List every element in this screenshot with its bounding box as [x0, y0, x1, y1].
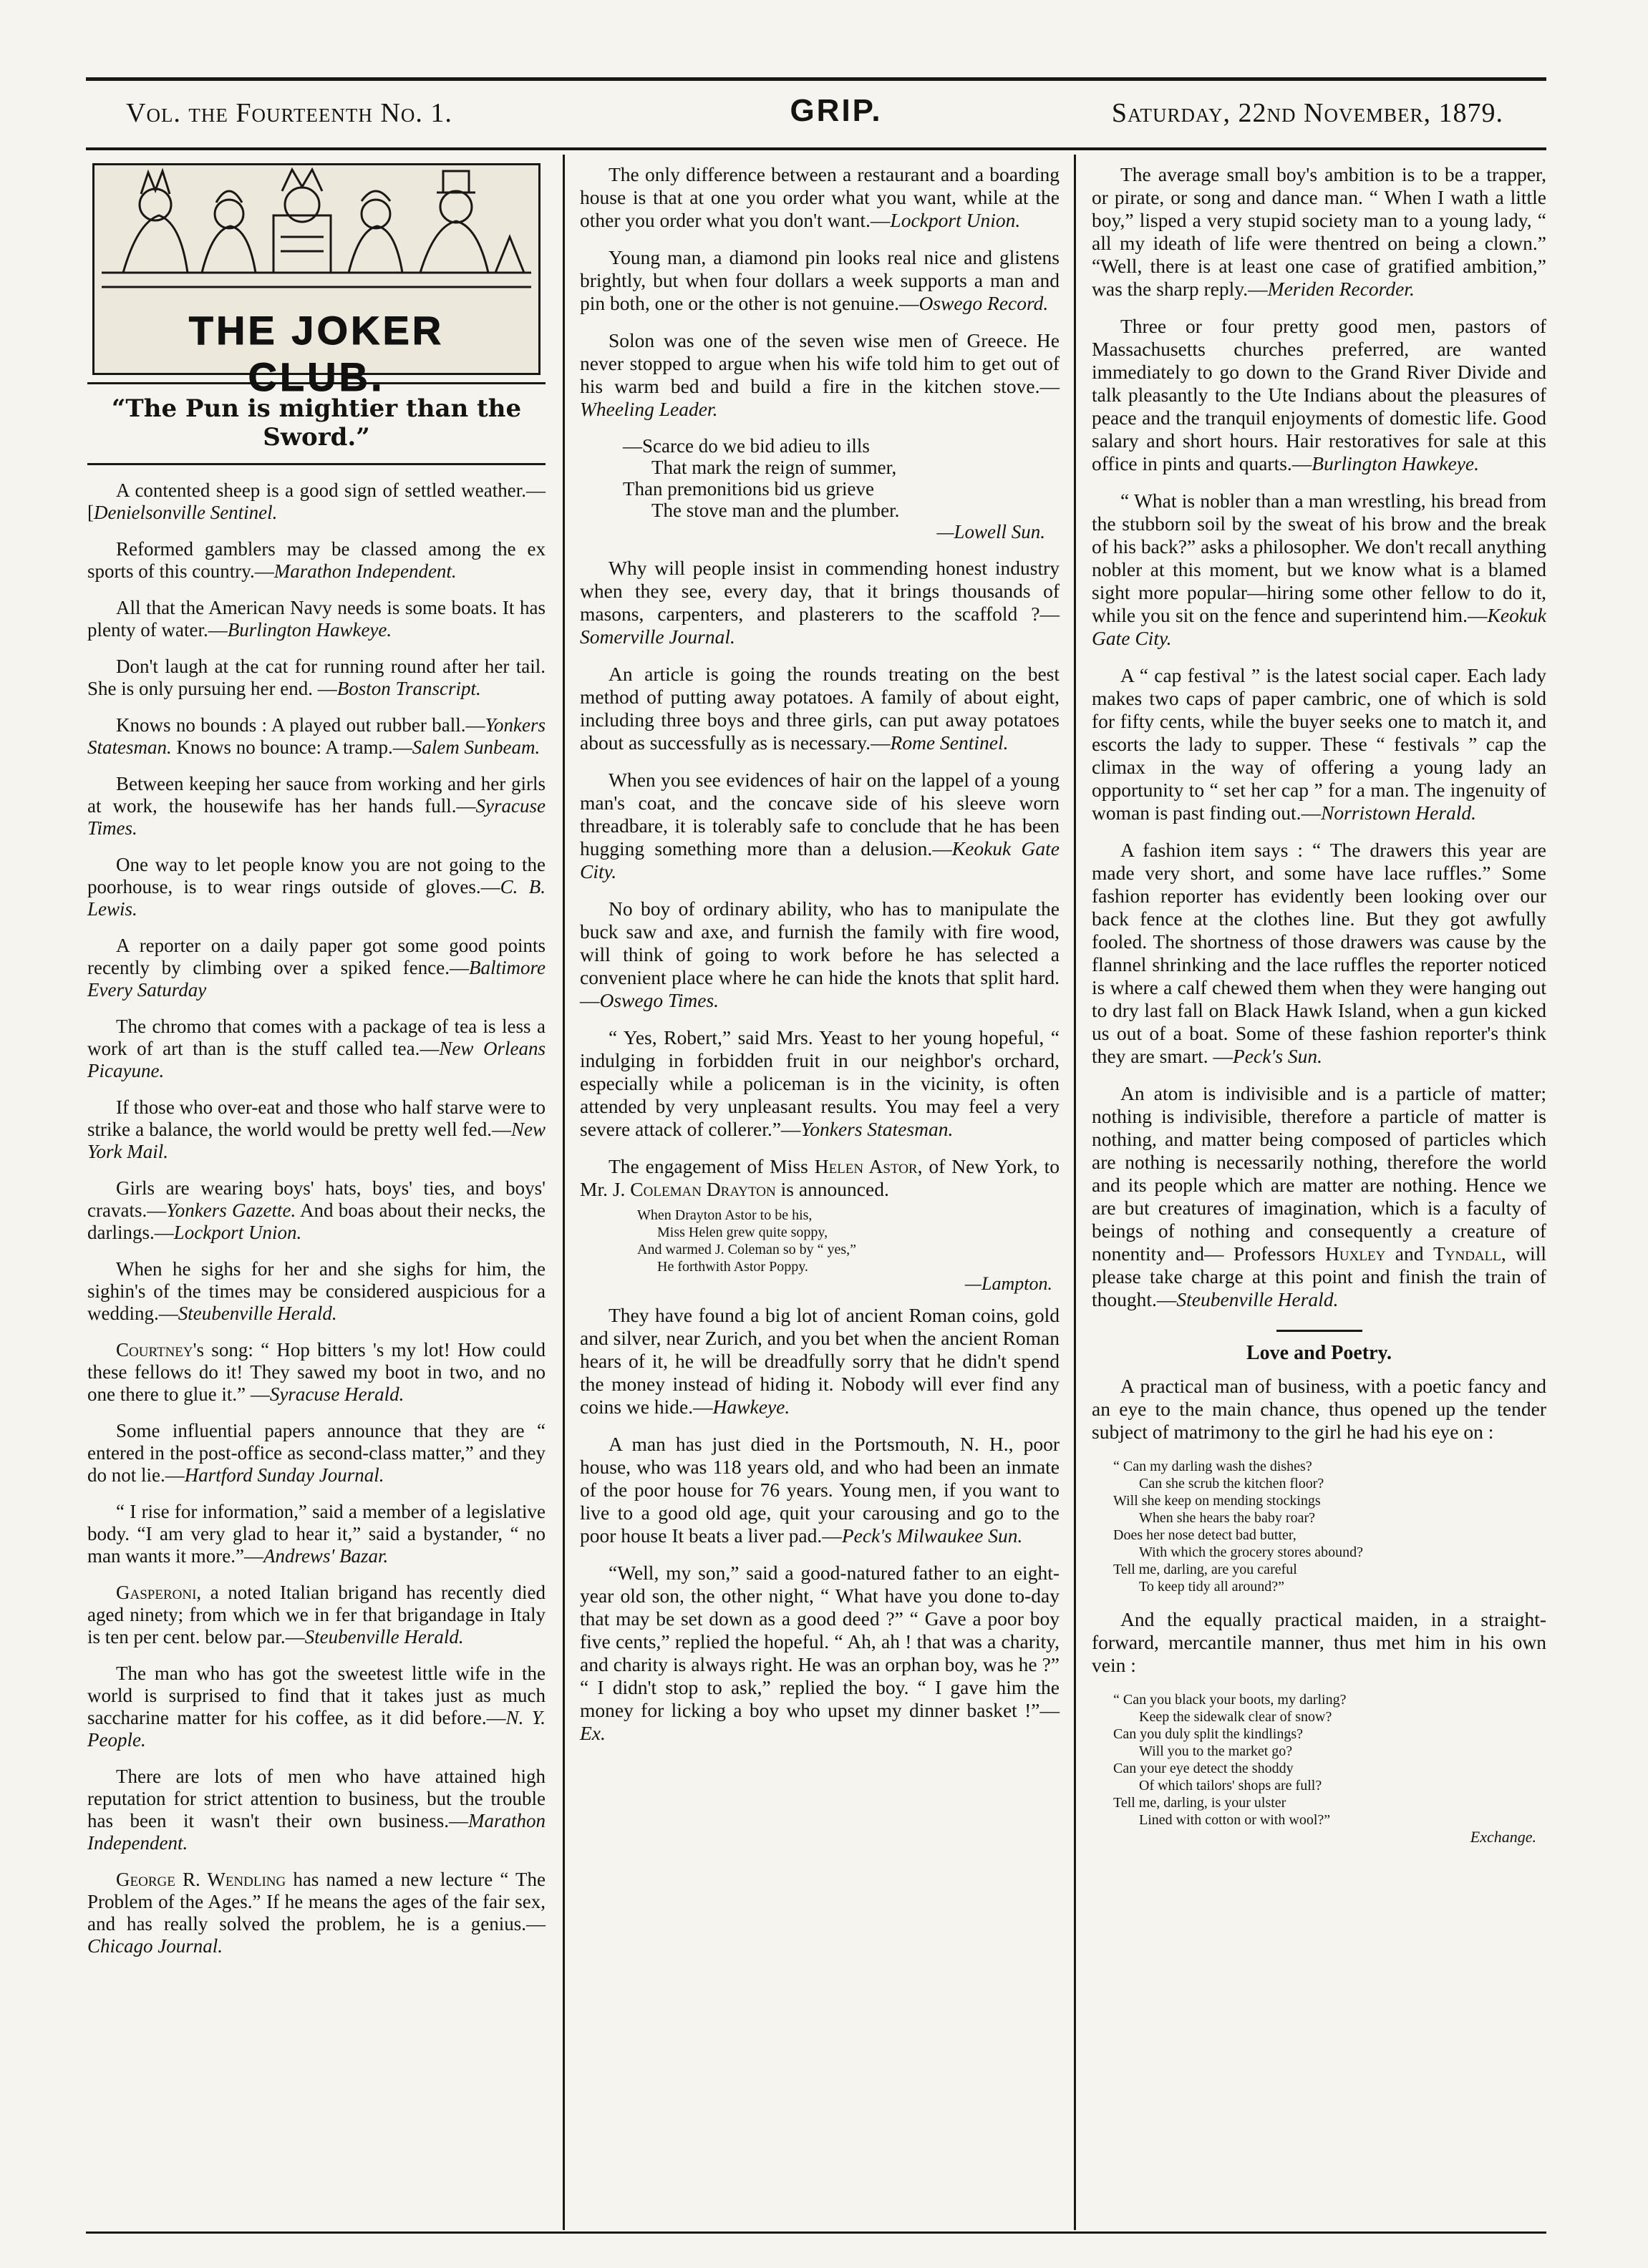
- poem-line: “ Can my darling wash the dishes?: [1113, 1459, 1312, 1474]
- publication-title: GRIP.: [790, 93, 883, 128]
- poem-source: Exchange.: [1470, 1828, 1536, 1846]
- column-rule-1: [563, 155, 565, 2230]
- joker-club-masthead: [92, 163, 541, 399]
- paragraph: No boy of ordinary ability, who has to manipulate the buck saw and axe, and furnish the family with fire wood, will think of going to work before he has selected a convenient place where he can hide the knots that split hard.—Oswego Times.: [580, 897, 1060, 1011]
- paragraph: A reporter on a daily paper got some good points recently by climbing over a spiked fence.—Baltimore Every Saturday: [87, 935, 546, 1001]
- verse-line: —Scarce do we bid adieu to ills: [623, 435, 870, 457]
- paragraph: The man who has got the sweetest little wife in the world is surprised to find that it takes just as much saccharine matter for his coffee, as it did before.—N. Y. People.: [87, 1663, 546, 1751]
- poem-line: Can you duly split the kindlings?: [1113, 1726, 1303, 1742]
- issue-date: Saturday, 22nd November, 1879.: [1111, 98, 1503, 128]
- verse-line: That mark the reign of summer,: [651, 457, 897, 478]
- paragraph: Some influential papers announce that they are “ entered in the post-office as second-class matter,” and they do not lie.—Hartford Sunday Journal.: [87, 1420, 546, 1486]
- love-and-poetry-heading: Love and Poetry.: [1246, 1342, 1392, 1364]
- column-3: [1092, 163, 1546, 2228]
- column-2: [580, 163, 1060, 2228]
- paragraph: Girls are wearing boys' hats, boys' ties, and boys' cravats.—Yonkers Gazette. And boas about their necks, the darlings.—Lockport Union.: [87, 1177, 546, 1243]
- verse-astor-poppy: [637, 1207, 1060, 1293]
- poem-line: With which the grocery stores abound?: [1139, 1544, 1363, 1560]
- paragraph: “Well, my son,” said a good-natured father to an eight-year old son, the other night, “ What have you done to-day that may be set down as a good deed ?” “ Gave a poor boy five cents,” replied the hopeful. “ Ah, ah ! that was a charity, and charity is always right. He was an orphan boy, was he ?” “ I didn't stop to ask,” replied the boy. “ I gave him the money for licking a boy who upset my dinner basket !”—Ex.: [580, 1562, 1060, 1744]
- paragraph: And the equally practical maiden, in a straight-forward, mercantile manner, thus met him in his own vein :: [1092, 1608, 1546, 1676]
- verse-line: Than premonitions bid us grieve: [623, 478, 874, 500]
- poem-line: When she hears the baby roar?: [1139, 1510, 1315, 1526]
- paragraph: Reformed gamblers may be classed among the ex sports of this country.—Marathon Independent.: [87, 538, 546, 582]
- poem-line: To keep tidy all around?”: [1139, 1579, 1284, 1595]
- paragraph: George R. Wendling has named a new lecture “ The Problem of the Ages.” If he means the ages of the fair sex, and has really solved the problem, he is a genius.—Chicago Journal.: [87, 1869, 546, 1957]
- paragraph: An atom is indivisible and is a particle of matter; nothing is indivisible, therefore a particle of matter is nothing, and matter being composed of particles which are nothing is necessarily nothing, therefore the world and its people which are matter are nothing. Hence we are but creatures of imagination, which is a faculty of beings of nothing and consequently a creature of nonentity and— Professors Huxley and Tyndall, will please take charge at this point and finish the train of thought.—Steubenville Herald.: [1092, 1082, 1546, 1310]
- paragraph: The chromo that comes with a package of tea is less a work of art than is the stuff called tea.—New Orleans Picayune.: [87, 1016, 546, 1081]
- poem-line: Can your eye detect the shoddy: [1113, 1761, 1294, 1776]
- poem-line: Tell me, darling, are you careful: [1113, 1562, 1297, 1577]
- paragraph: Between keeping her sauce from working and her girls at work, the housewife has her hands full.—Syracuse Times.: [87, 773, 546, 839]
- paragraph: Why will people insist in commending honest industry when they see, every day, that it brings thousands of masons, carpenters, and plasterers to the scaffold ?—Somerville Journal.: [580, 557, 1060, 648]
- paragraph: One way to let people know you are not going to the poorhouse, is to wear rings outside of gloves.—C. B. Lewis.: [87, 854, 546, 920]
- paragraph: Courtney's song: “ Hop bitters 's my lot! How could these fellows do it! They sawed my boot in two, and no one there to glue it.” —Syracuse Herald.: [87, 1339, 546, 1405]
- verse-source: —Lampton.: [964, 1273, 1052, 1294]
- header-rule: [86, 147, 1546, 150]
- paragraph: The engagement of Miss Helen Astor, of New York, to Mr. J. Coleman Drayton is announced.: [580, 1155, 1060, 1200]
- paragraph: A man has just died in the Portsmouth, N. H., poor house, who was 118 years old, and who had been an inmate of the poor house for 76 years. Young men, if you want to live to a good old age, quit your carousing and go to the poor house It beats a liver pad.—Peck's Milwaukee Sun.: [580, 1433, 1060, 1547]
- paragraph: Knows no bounds : A played out rubber ball.—Yonkers Statesman. Knows no bounce: A tramp.—Salem Sunbeam.: [87, 714, 546, 758]
- paragraph: “ Yes, Robert,” said Mrs. Yeast to her young hopeful, “ indulging in forbidden fruit in our neighbor's orchard, especially while a policeman is in the vicinity, is often attended by very unpleasant results. You may feel a very severe attack of collerer.”—Yonkers Statesman.: [580, 1026, 1060, 1140]
- paragraph: A practical man of business, with a poetic fancy and an eye to the main chance, thus opened up the tender subject of matrimony to the girl he had his eye on :: [1092, 1375, 1546, 1443]
- poem-line: Keep the sidewalk clear of snow?: [1139, 1709, 1332, 1725]
- page-header: [86, 83, 1546, 145]
- paragraph: “ I rise for information,” said a member of a legislative body. “I am very glad to hear it,” said a bystander, “ no man wants it more.”—Andrews' Bazar.: [87, 1501, 546, 1567]
- verse-line: The stove man and the plumber.: [651, 500, 900, 521]
- section-divider: [1276, 1330, 1362, 1332]
- paragraph: A contented sheep is a good sign of settled weather.—[Denielsonville Sentinel.: [87, 480, 546, 523]
- poem-line: Will you to the market go?: [1139, 1743, 1293, 1759]
- paragraph: The only difference between a restaurant and a boarding house is that at one you order what you want, while at the other you order what you don't want.—Lockport Union.: [580, 163, 1060, 231]
- verse-line: He forthwith Astor Poppy.: [657, 1259, 808, 1275]
- verse-line: When Drayton Astor to be his,: [637, 1207, 813, 1223]
- verse-stove-man: [623, 435, 1060, 542]
- paragraph: A “ cap festival ” is the latest social caper. Each lady makes two caps of paper cambric, one of which is sold for fifty cents, while the buyer seeks one to match it, and escorts the lady to supper. These “ festivals ” cap the climax in the way of offering a young lady an opportunity to “ set her cap ” for a man. The ingenuity of woman is past finding out.—Norristown Herald.: [1092, 664, 1546, 824]
- paragraph: When he sighs for her and she sighs for him, the sighin's of the times may be considered auspicious for a wedding.—Steubenville Herald.: [87, 1258, 546, 1324]
- club-motto: “The Pun is mightier than the Sword.”: [111, 394, 522, 452]
- paragraph: An article is going the rounds treating on the best method of putting away potatoes. A family of about eight, including three boys and three girls, can put away potatoes about as successfully as is necessary.—Rome Sentinel.: [580, 663, 1060, 754]
- verse-source: —Lowell Sun.: [936, 521, 1045, 542]
- paragraph: They have found a big lot of ancient Roman coins, gold and silver, near Zurich, and you bet when the ancient Roman hears of it, he will be dreadfully sorry that he didn't spend the money instead of hiding it. Nobody will ever find any coins we hide.—Hawkeye.: [580, 1304, 1060, 1418]
- column-rule-2: [1074, 155, 1076, 2230]
- paragraph: When you see evidences of hair on the lappel of a young man's coat, and the concave side of his sleeve worn threadbare, it is tolerably safe to conclude that he has been hugging something more than a delusion.—Keokuk Gate City.: [580, 769, 1060, 882]
- paragraph: There are lots of men who have attained high reputation for strict attention to business, but the trouble has been it wasn't their own business.—Marathon Independent.: [87, 1766, 546, 1854]
- poem-line: Will she keep on mending stockings: [1113, 1493, 1321, 1509]
- joker-club-title: THE JOKER CLUB.: [188, 308, 445, 399]
- paragraph: Young man, a diamond pin looks real nice and glistens brightly, but when four dollars a week supports a man and pin both, one or the other is not genuine.—Oswego Record.: [580, 246, 1060, 314]
- paragraph: All that the American Navy needs is some boats. It has plenty of water.—Burlington Hawkeye.: [87, 597, 546, 641]
- poem-line: Of which tailors' shops are full?: [1139, 1778, 1322, 1794]
- paragraph: Gasperoni, a noted Italian brigand has recently died aged ninety; from which we in fer that brigandage in Italy is ten per cent. below par.—Steubenville Herald.: [87, 1582, 546, 1648]
- column-1: [87, 163, 546, 2228]
- poem-line: “ Can you black your boots, my darling?: [1113, 1692, 1347, 1708]
- paragraph: The average small boy's ambition is to be a trapper, or pirate, or song and dance man. “ When I wath a little boy,” lisped a very stupid society man to a young lady, “ all my ideath of life were thentred on being a clown.” “Well, there is at least one case of gratified ambition,” was the sharp reply.—Meriden Recorder.: [1092, 163, 1546, 300]
- poem-line: Tell me, darling, is your ulster: [1113, 1795, 1286, 1811]
- paragraph: A fashion item says : “ The drawers this year are made very short, and some have lace ruffles.” Some fashion reporter has evidently been looking over our back fence at the clothes line. But they got awfully fooled. The shortness of those drawers was cause by the flannel shrinking and the lace ruffles the reporter noticed is where a calf chewed them when they were hanging out to dry last fall on Black Hawk Island, when a gun kicked us out of a boat. Some of these fashion reporter's think they are smart. —Peck's Sun.: [1092, 839, 1546, 1067]
- poem-business-man: [1113, 1458, 1546, 1595]
- poem-line: Lined with cotton or with wool?”: [1139, 1812, 1331, 1828]
- poem-line: Can she scrub the kitchen floor?: [1139, 1476, 1324, 1491]
- bottom-border-rule: [86, 2232, 1546, 2234]
- poem-line: Does her nose detect bad butter,: [1113, 1527, 1296, 1543]
- paragraph: If those who over-eat and those who half starve were to strike a balance, the world would be pretty well fed.—New York Mail.: [87, 1096, 546, 1162]
- paragraph: “ What is nobler than a man wrestling, his bread from the stubborn soil by the sweat of his brow and the break of his back?” asks a philosopher. We don't recall anything nobler at this moment, but we know what is a blamed sight more popular—hiring some other fellow to do it, while you sit on the fence and superintend him.—Keokuk Gate City.: [1092, 490, 1546, 649]
- top-border-rule: [86, 77, 1546, 81]
- paragraph: Solon was one of the seven wise men of Greece. He never stopped to argue when his wife told him to get out of his warm bed and build a fire in the kitchen stove.—Wheeling Leader.: [580, 329, 1060, 420]
- volume-label: Vol. the Fourteenth No. 1.: [126, 98, 452, 128]
- paragraph: Don't laugh at the cat for running round after her tail. She is only pursuing her end. —Boston Transcript.: [87, 656, 546, 699]
- motto-rule-bottom: [87, 463, 546, 465]
- verse-line: And warmed J. Coleman so by “ yes,”: [637, 1242, 857, 1257]
- paragraph: Three or four pretty good men, pastors of Massachusetts churches preferred, are wanted immediately to go down to the Grand River Divide and talk pleasantly to the Ute Indians about the pleasures of peace and the tranquil enjoyments of domestic life. Good salary and short hours. Hair restoratives for sale at this office in pints and quarts.—Burlington Hawkeye.: [1092, 315, 1546, 474]
- verse-line: Miss Helen grew quite soppy,: [657, 1225, 828, 1240]
- poem-maiden-reply: [1113, 1691, 1546, 1846]
